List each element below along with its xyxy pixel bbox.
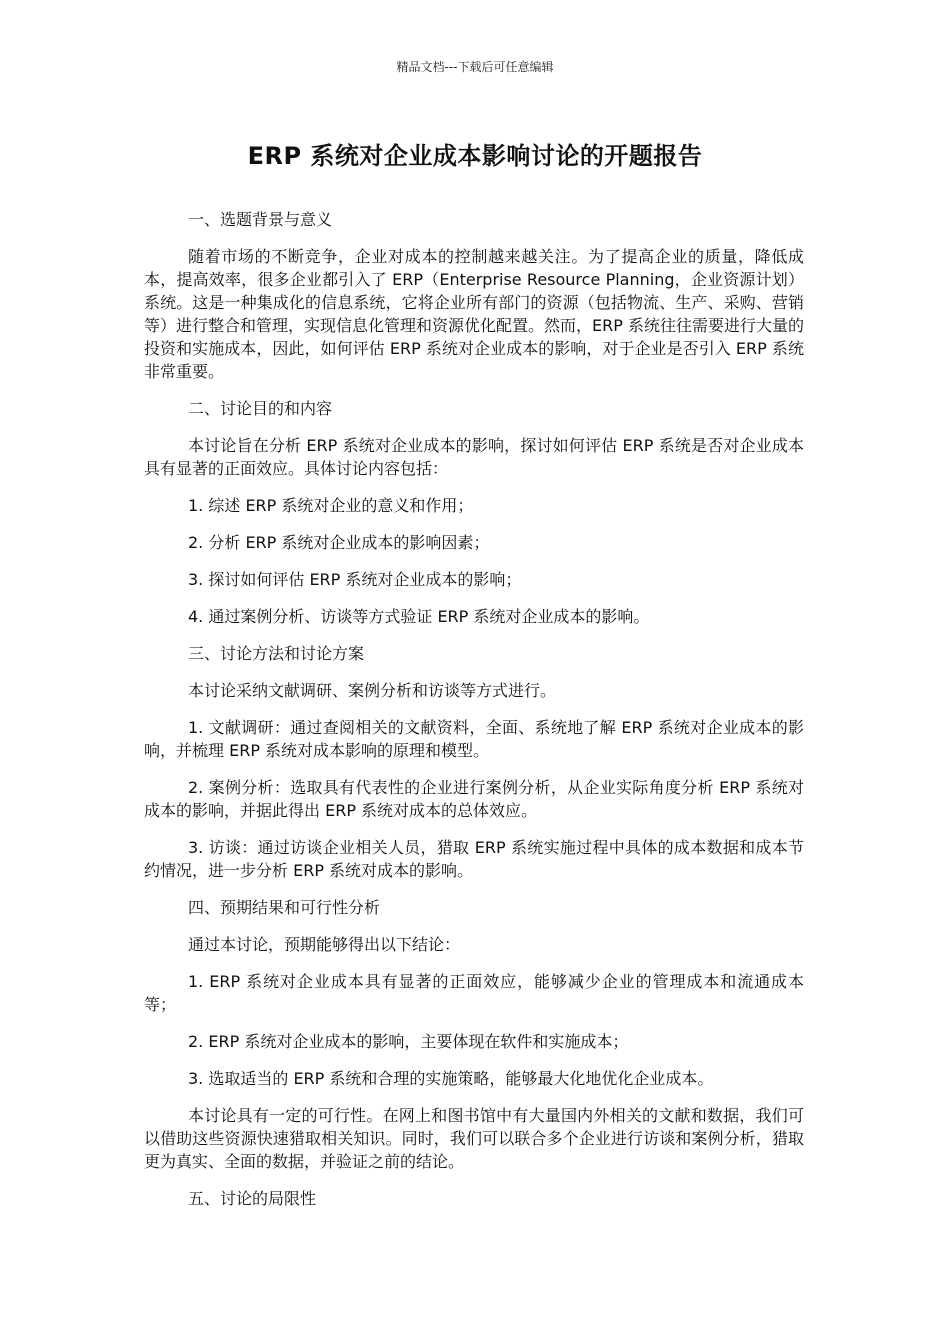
section-heading: 二、讨论目的和内容 [188,399,333,418]
list-item: 4. 通过案例分析、访谈等方式验证 ERP 系统对企业成本的影响。 [188,607,650,626]
list-item: 1. 综述 ERP 系统对企业的意义和作用； [188,496,474,515]
section-heading: 五、讨论的局限性 [188,1189,317,1208]
paragraph: 通过本讨论，预期能够得出以下结论： [188,935,461,954]
list-item: 3. 选取适当的 ERP 系统和合理的实施策略，能够最大化地优化企业成本。 [188,1069,714,1088]
paragraph: 随着市场的不断竞争，企业对成本的控制越来越关注。为了提高企业的质量，降低成本，提高效率，很多企业都引入了 ERP（Enterprise Resource Planning，企业资源计划）系统。这是一种集成化的信息系统，它将企业所有部门的资源（包括物流、生产、采购、营销等）进行整合和管理，实现信息化管理和资源优化配置。然而，ERP 系统往往需要进行大量的投资和实施成本，因此，如何评估 ERP 系统对企业成本的影响，对于企业是否引入 ERP 系统非常重要。 [144,247,804,381]
paragraph: 本讨论旨在分析 ERP 系统对企业成本的影响，探讨如何评估 ERP 系统是否对企业成本具有显著的正面效应。具体讨论内容包括： [144,436,804,478]
list-item: 2. ERP 系统对企业成本的影响，主要体现在软件和实施成本； [188,1032,629,1051]
page-header: 精品文档---下载后可任意编辑 [396,60,554,74]
list-item: 2. 分析 ERP 系统对企业成本的影响因素； [188,533,490,552]
list-item: 3. 探讨如何评估 ERP 系统对企业成本的影响； [188,570,522,589]
list-item: 1. 文献调研：通过查阅相关的文献资料，全面、系统地了解 ERP 系统对企业成本的影响，并梳理 ERP 系统对成本影响的原理和模型。 [144,718,804,760]
document-body [144,208,804,1224]
section-heading: 四、预期结果和可行性分析 [188,898,381,917]
section-heading: 一、选题背景与意义 [188,210,333,229]
list-item: 1. ERP 系统对企业成本具有显著的正面效应，能够减少企业的管理成本和流通成本等； [144,972,804,1014]
document-title: ERP 系统对企业成本影响讨论的开题报告 [247,142,703,170]
list-item: 2. 案例分析：选取具有代表性的企业进行案例分析，从企业实际角度分析 ERP 系统对成本的影响，并据此得出 ERP 系统对成本的总体效应。 [144,778,804,820]
paragraph: 本讨论具有一定的可行性。在网上和图书馆中有大量国内外相关的文献和数据，我们可以借助这些资源快速猎取相关知识。同时，我们可以联合多个企业进行访谈和案例分析，猎取更为真实、全面的数据，并验证之前的结论。 [144,1106,804,1171]
paragraph: 本讨论采纳文献调研、案例分析和访谈等方式进行。 [188,681,557,700]
section-heading: 三、讨论方法和讨论方案 [188,644,365,663]
list-item: 3. 访谈：通过访谈企业相关人员，猎取 ERP 系统实施过程中具体的成本数据和成本节约情况，进一步分析 ERP 系统对成本的影响。 [144,838,804,880]
